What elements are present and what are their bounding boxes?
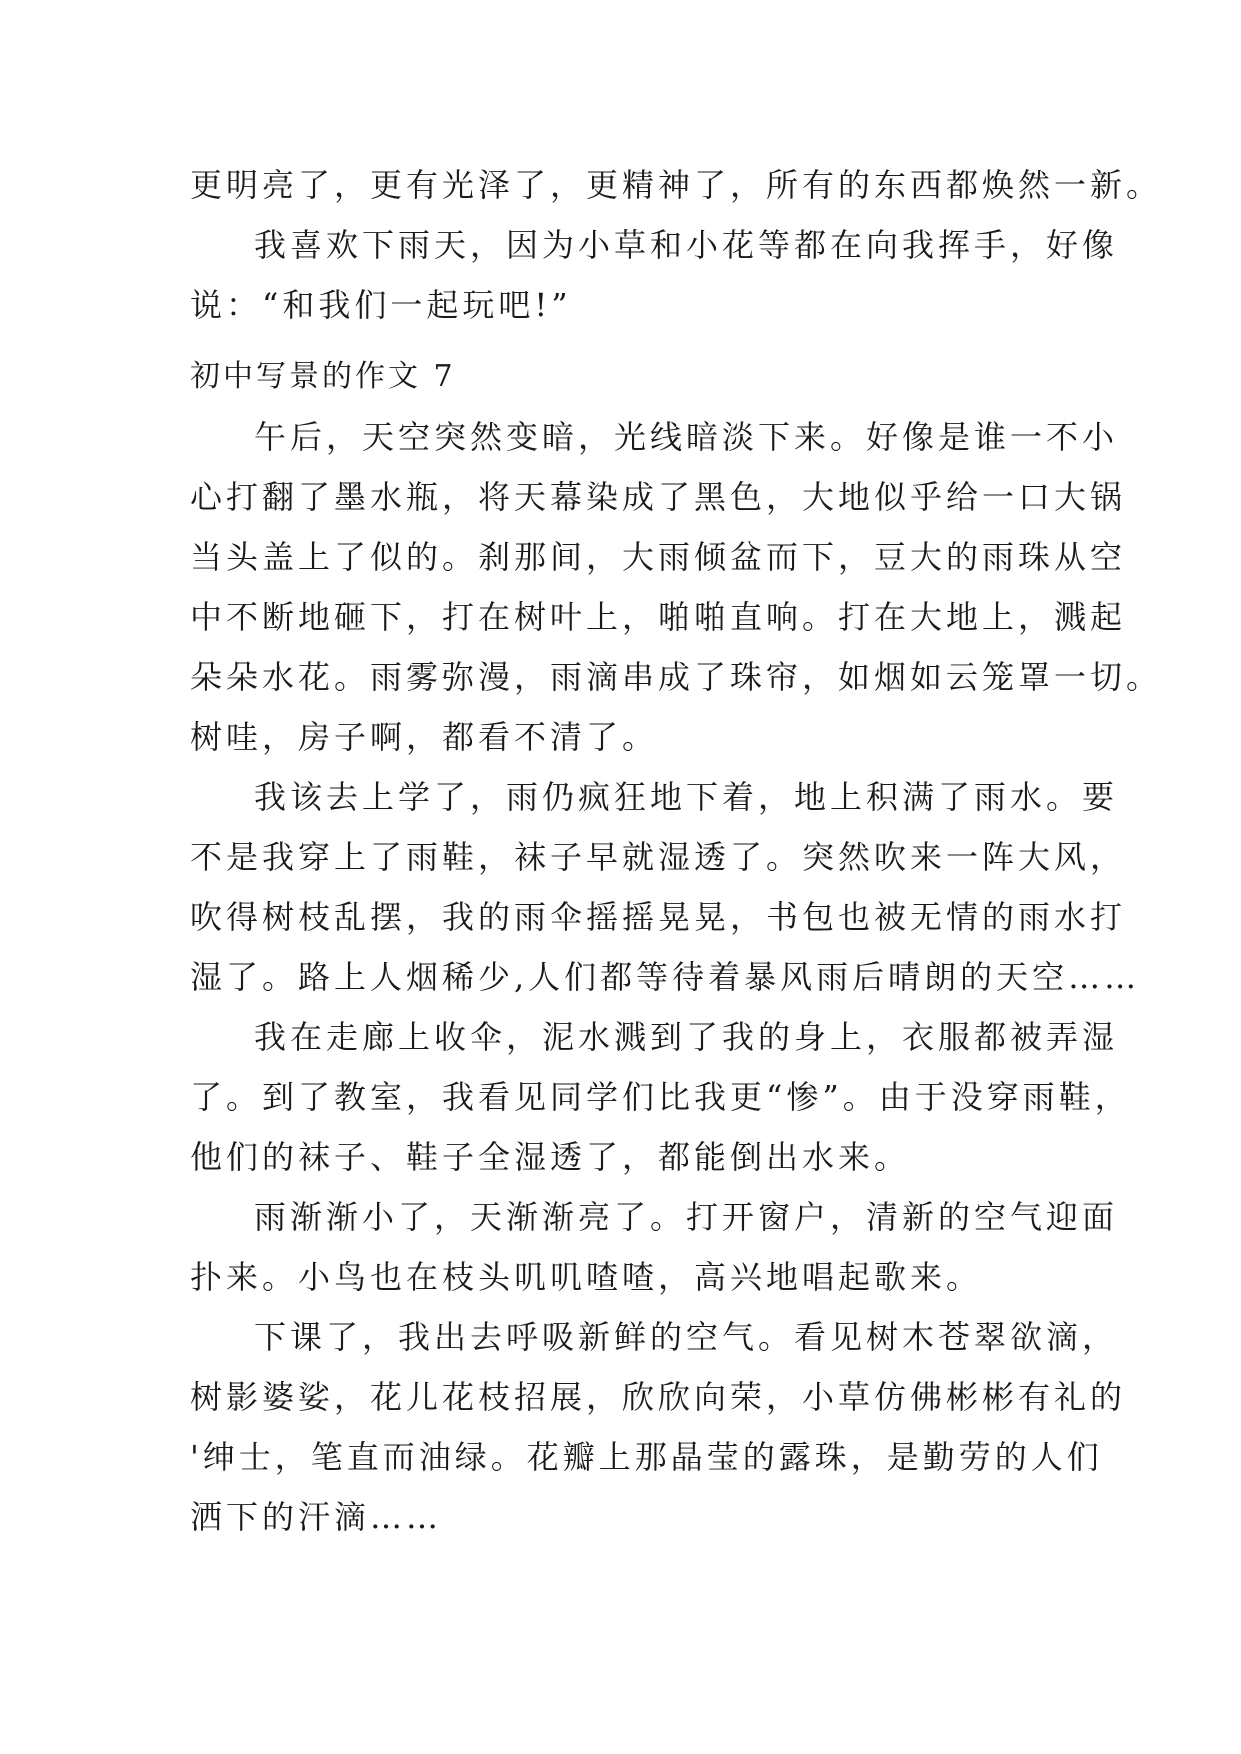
text-line: 午后，天空突然变暗，光线暗淡下来。好像是谁一不小 [254, 418, 1119, 456]
text-line: 我在走廊上收伞，泥水溅到了我的身上，衣服都被弄湿 [254, 1018, 1119, 1056]
paragraph [190, 407, 1163, 767]
text-line: 更明亮了，更有光泽了，更精神了，所有的东西都焕然一新。 [190, 166, 1163, 204]
text-line: 下课了，我出去呼吸新鲜的空气。看见树木苍翠欲滴， [254, 1318, 1119, 1356]
text-line: 扑来。小鸟也在枝头叽叽喳喳，高兴地唱起歌来。 [190, 1258, 983, 1296]
text-line: 吹得树枝乱摆，我的雨伞摇摇晃晃，书包也被无情的雨水打 [190, 898, 1127, 936]
essay-section [190, 347, 1163, 1547]
previous-section [190, 155, 1163, 335]
text-line: 说：“和我们一起玩吧!” [190, 286, 572, 324]
text-line: 洒下的汗滴…… [190, 1498, 443, 1536]
text-line: 心打翻了墨水瓶，将天幕染成了黑色，大地似乎给一口大锅 [190, 478, 1127, 516]
text-line: 不是我穿上了雨鞋，袜子早就湿透了。突然吹来一阵大风， [190, 838, 1127, 876]
paragraph [190, 1007, 1131, 1187]
text-line: 他们的袜子、鞋子全湿透了，都能倒出水来。 [190, 1138, 911, 1176]
text-line: 中不断地砸下，打在树叶上，啪啪直响。打在大地上，溅起 [190, 598, 1127, 636]
text-line: 我喜欢下雨天，因为小草和小花等都在向我挥手，好像 [254, 226, 1119, 264]
text-line: 当头盖上了似的。刹那间，大雨倾盆而下，豆大的雨珠从空 [190, 538, 1127, 576]
text-line: 朵朵水花。雨雾弥漫，雨滴串成了珠帘，如烟如云笼罩一切。 [190, 658, 1163, 696]
text-line: 树影婆娑，花儿花枝招展，欣欣向荣，小草仿佛彬彬有礼的 [190, 1378, 1127, 1416]
paragraph [190, 1307, 1127, 1547]
section-title: 初中写景的作文 7 [190, 359, 456, 394]
text-line: 了。到了教室，我看见同学们比我更“惨”。由于没穿雨鞋， [190, 1078, 1131, 1116]
paragraph [190, 767, 1141, 1007]
text-line: 湿了。路上人烟稀少,人们都等待着暴风雨后晴朗的天空…… [190, 958, 1141, 996]
text-line: 我该去上学了，雨仍疯狂地下着，地上积满了雨水。要 [254, 778, 1119, 816]
text-line: 树哇，房子啊，都看不清了。 [190, 718, 659, 756]
text-line: 雨渐渐小了，天渐渐亮了。打开窗户，清新的空气迎面 [254, 1198, 1119, 1236]
paragraph [190, 1187, 1119, 1307]
text-line: '绅士，笔直而油绿。花瓣上那晶莹的露珠，是勤劳的人们 [190, 1438, 1103, 1476]
